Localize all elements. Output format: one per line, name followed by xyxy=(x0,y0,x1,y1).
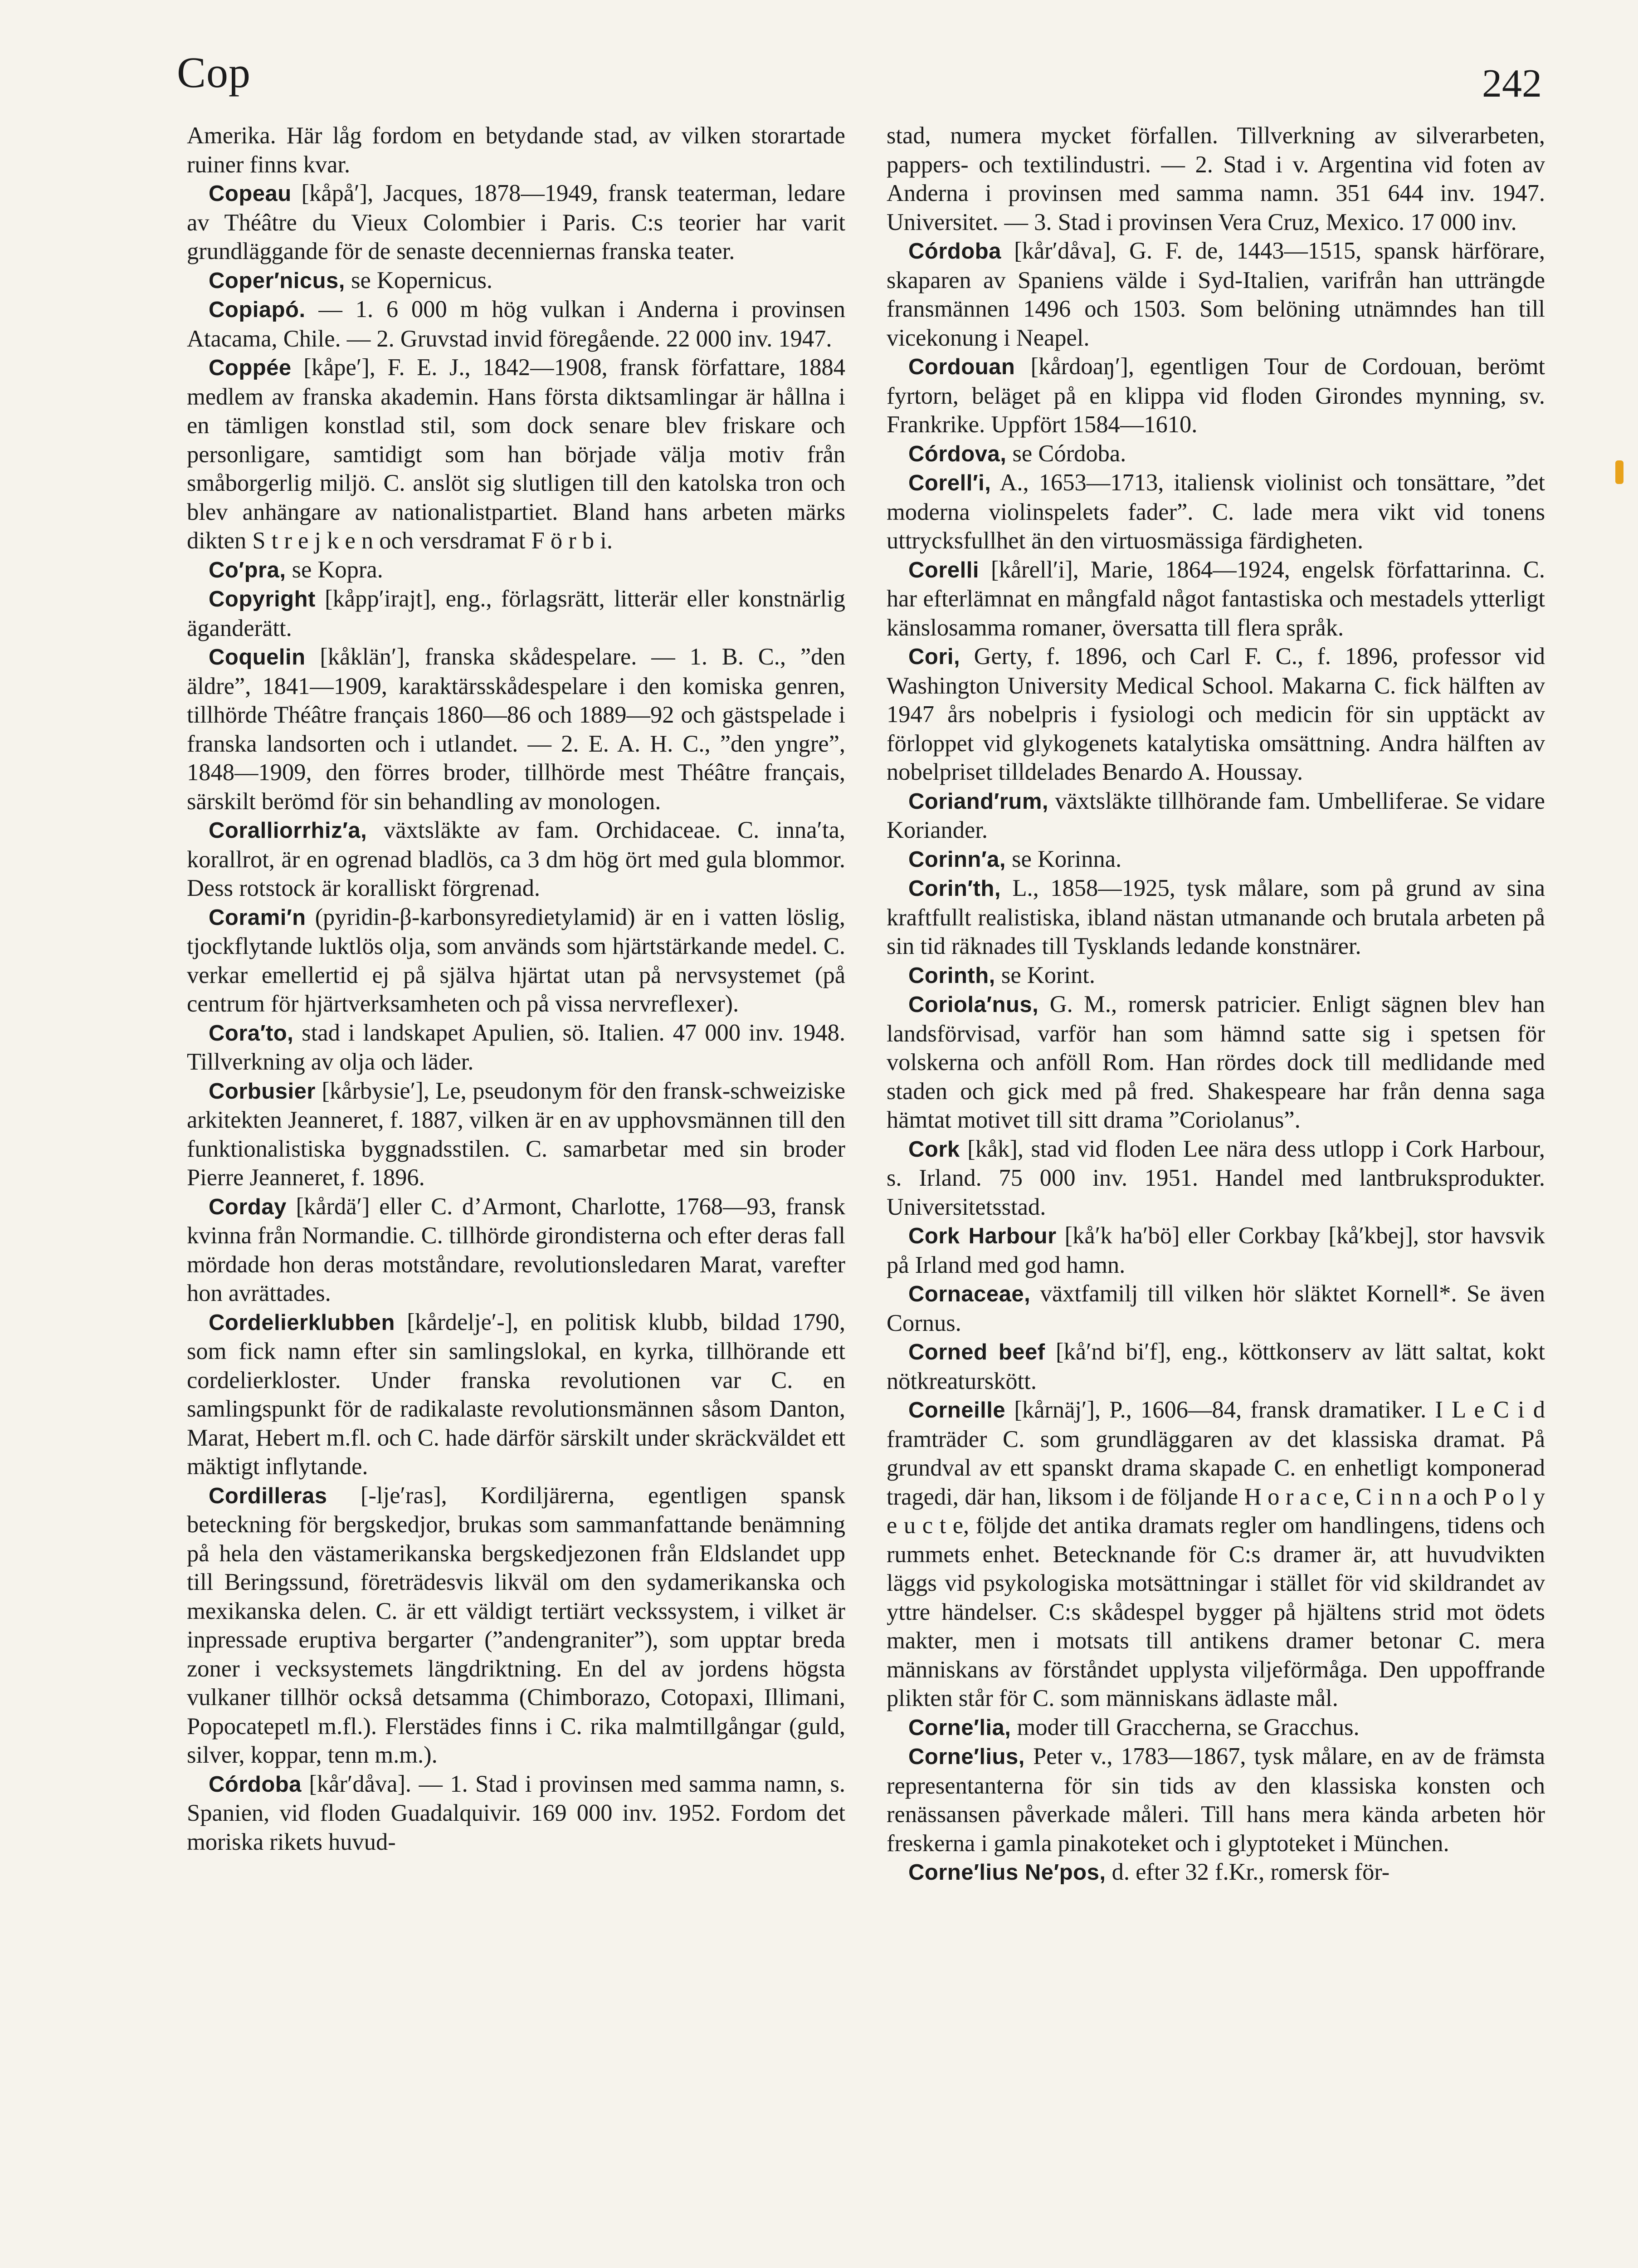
entry-text: se Korinna. xyxy=(1005,846,1122,872)
dictionary-entry xyxy=(887,874,1545,961)
running-head: Cop xyxy=(177,48,251,97)
entry-headword: Corne′lius Ne′pos, xyxy=(908,1860,1106,1885)
entry-text: [kårell′i], Marie, 1864—1924, engelsk författarinna. C. har efterlämnat en mångfald något fantastiska och mestadels ytterligt känslosamma romaner, översatta till flera språk. xyxy=(887,556,1545,641)
entry-text: [kår′dåva]. — 1. Stad i provinsen med samma namn, s. Spanien, vid floden Guadalquivir. 169 000 inv. 1952. Fordom det moriska rikets huvud- xyxy=(187,1770,845,1855)
entry-headword: Copiapó. xyxy=(209,298,306,322)
entry-text: växtsläkte tillhörande fam. Umbelliferae. Se vidare Koriander. xyxy=(887,787,1545,843)
entry-text: [kåk], stad vid floden Lee nära dess utlopp i Cork Harbour, s. Irland. 75 000 inv. 1951. Handel med lantbruksprodukter. Universitetsstad. xyxy=(887,1135,1545,1220)
left-column xyxy=(187,122,845,1857)
entry-headword: Corneille xyxy=(908,1398,1006,1422)
entry-text: Gerty, f. 1896, och Carl F. C., f. 1896, professor vid Washington University Medical School. Makarna C. fick hälften av 1947 års nobelpris i fysiologi och medicin för sin upptäckt av förloppet vid glykogenets katalytiska omsättning. Andra hälften av nobelpriset tilldelades Benardo A. Houssay. xyxy=(887,643,1545,785)
dictionary-entry xyxy=(887,1396,1545,1713)
entry-headword: Co′pra, xyxy=(209,557,286,582)
entry-headword: Córdova, xyxy=(908,441,1007,466)
dictionary-entry xyxy=(887,1338,1545,1396)
entry-text: moder till Graccherna, se Gracchus. xyxy=(1011,1714,1360,1740)
entry-text: [kårdelje′-], en politisk klubb, bildad 1790, som fick namn efter sin samlingslokal, en kyrka, tillhörande ett cordelierkloster. Under franska revolutionen var C. en samlingspunkt för de radikalaste revolutionsmännen såsom Danton, Marat, Hebert m.fl. och C. hade därför särskilt under skräckväldet ett mäktigt inflytande. xyxy=(187,1309,845,1480)
entry-headword: Corne′lia, xyxy=(908,1715,1011,1740)
dictionary-entry xyxy=(887,352,1545,440)
entry-text: [kå′k ha′bö] eller Corkbay [kå′kbej], stor havsvik på Irland med god hamn. xyxy=(887,1222,1545,1278)
entry-headword: Corinn′a, xyxy=(908,847,1006,872)
dictionary-entry xyxy=(887,845,1545,875)
entry-text: se Kopernicus. xyxy=(345,267,493,293)
dictionary-entry xyxy=(187,1308,845,1481)
dictionary-entry xyxy=(187,1770,845,1857)
dictionary-entry xyxy=(187,1193,845,1308)
entry-text: se Korint. xyxy=(995,962,1095,988)
entry-headword: Coriand′rum, xyxy=(908,789,1049,814)
entry-headword: Córdoba xyxy=(209,1772,302,1797)
entry-headword: Corelli xyxy=(908,557,979,582)
entry-headword: Coralliorrhiz′a, xyxy=(209,818,367,843)
dictionary-entry xyxy=(187,903,845,1019)
dictionary-entry xyxy=(887,237,1545,352)
dictionary-entry xyxy=(187,585,845,643)
entry-headword: Coriola′nus, xyxy=(908,992,1039,1017)
entry-text: [kåpå′], Jacques, 1878—1949, fransk teaterman, ledare av Théâtre du Vieux Colombier i Paris. C:s teorier har varit grundläggande för de senaste decenniernas franska teater. xyxy=(187,180,845,264)
entry-text: [kåpe′], F. E. J., 1842—1908, fransk författare, 1884 medlem av franska akademin. Hans första diktsamlingar är hållna i en tämligen konstlad stil, som dock senare blev friskare och personligare, samtidigt som han började välja motiv från småborgerlig miljö. C. anslöt sig slutligen till den katolska tron och blev anhängare av nationalistpartiet. Bland hans arbeten märks dikten S t r e j k e n och versdramat F ö r b i. xyxy=(187,354,845,554)
entry-text: växtfamilj till vilken hör släktet Kornell*. Se även Cornus. xyxy=(887,1281,1545,1336)
dictionary-entry xyxy=(887,1858,1545,1887)
dictionary-entry xyxy=(887,961,1545,991)
entry-text: [kårdoaŋ′], egentligen Tour de Cordouan, berömt fyrtorn, beläget på en klippa vid floden Girondes mynning, sv. Frankrike. Uppfört 1584—1610. xyxy=(887,353,1545,438)
entry-text: stad, numera mycket förfallen. Tillverkning av silverarbeten, pappers- och textilindustri. — 2. Stad i v. Argentina vid foten av Anderna i provinsen med samma namn. 351 644 inv. 1947. Universitet. — 3. Stad i provinsen Vera Cruz, Mexico. 17 000 inv. xyxy=(887,122,1545,235)
dictionary-entry xyxy=(187,556,845,585)
entry-text: [kåpp′irajt], eng., förlagsrätt, litterär eller konstnärlig äganderätt. xyxy=(187,586,845,641)
margin-tab-mark xyxy=(1615,460,1623,484)
entry-headword: Corinth, xyxy=(908,963,995,988)
dictionary-entry xyxy=(887,787,1545,845)
entry-text: [kårbysie′], Le, pseudonym för den fransk-schweiziske arkitekten Jeanneret, f. 1887, vilken är en av upphovsmännen till den funktionalistiska byggnadsstilen. C. samarbetar med sin broder Pierre Jeanneret, f. 1896. xyxy=(187,1077,845,1191)
entry-headword: Cordouan xyxy=(908,355,1015,379)
dictionary-entry xyxy=(887,469,1545,556)
entry-headword: Cork xyxy=(908,1137,960,1162)
dictionary-entry xyxy=(887,1280,1545,1338)
entry-text: Amerika. Här låg fordom en betydande stad, av vilken storartade ruiner finns kvar. xyxy=(187,122,845,178)
entry-headword: Cork Harbour xyxy=(908,1224,1057,1248)
entry-headword: Cora′to, xyxy=(209,1021,294,1046)
dictionary-entry xyxy=(187,122,845,179)
entry-text: Peter v., 1783—1867, tysk målare, en av de främsta representanterna för sin tids av den klassiska konsten och renässansen påverkade måleri. Till hans mera kända arbeten hör freskerna i gamla pinakoteket och i glyptoteket i München. xyxy=(887,1743,1545,1857)
dictionary-entry xyxy=(887,1135,1545,1222)
entry-text: G. M., romersk patricier. Enligt sägnen blev han landsförvisad, varför han som hämnd satte sig i spetsen för volskerna och anföll Rom. Han rördes dock till medlidande med staden och gick med på fred. Shakespeare har från denna saga hämtat motivet till sitt drama ”Coriolanus”. xyxy=(887,991,1545,1133)
entry-headword: Cordilleras xyxy=(209,1483,327,1508)
entry-headword: Corbusier xyxy=(209,1079,316,1104)
entry-headword: Coppée xyxy=(209,356,292,380)
dictionary-entry xyxy=(887,1742,1545,1858)
dictionary-entry xyxy=(187,1481,845,1770)
entry-headword: Corami′n xyxy=(209,905,306,930)
entry-text: [kår′dåva], G. F. de, 1443—1515, spansk härförare, skaparen av Spaniens välde i Syd-Italien, varifrån han utträngde fransmännen 1496 och 1503. Som belöning utnämndes han till vicekonung i Neapel. xyxy=(887,238,1545,351)
entry-headword: Coper′nicus, xyxy=(209,268,345,293)
entry-text: L., 1858—1925, tysk målare, som på grund av sina kraftfullt realistiska, ibland nästan utmanande och brutala arbeten på sin tid räknades till Tysklands ledande konstnärer. xyxy=(887,875,1545,959)
dictionary-entry xyxy=(187,643,845,816)
entry-headword: Cordelierklubben xyxy=(209,1310,395,1335)
dictionary-entry xyxy=(887,642,1545,787)
entry-headword: Corin′th, xyxy=(908,876,1001,901)
dictionary-entry xyxy=(887,440,1545,469)
dictionary-entry xyxy=(187,266,845,296)
entry-text: — 1. 6 000 m hög vulkan i Anderna i provinsen Atacama, Chile. — 2. Gruvstad invid föregående. 22 000 inv. 1947. xyxy=(187,296,845,352)
entry-headword: Corne′lius, xyxy=(908,1745,1025,1769)
entry-headword: Cori, xyxy=(908,645,960,669)
dictionary-entry xyxy=(187,179,845,266)
entry-headword: Coquelin xyxy=(209,645,306,670)
entry-text: [kårnäj′], P., 1606—84, fransk dramatiker. I L e C i d framträder C. som grundläggaren av det klassiska dramat. På grundval av ett spanskt drama skapade C. en enhetligt komponerad tragedi, där han, liksom i de följande H o r a c e, C i n n a och P o l y e u c t e, följde det antika dramats regler om handlingens, tidens och rummets enhet. Betecknande för C:s dramer är, att huvudvikten läggs vid psykologiska motsättningar i stället för vid skildrandet av yttre händelser. C:s skådespel bygger på hjältens strid mot ödets makter, men i motsats till antikens dramer betonar C. mera människans av förståndet upplysta viljeförmåga. Den uppoffrande plikten står för C. som människans ädlaste mål. xyxy=(887,1397,1545,1711)
entry-headword: Corell′i, xyxy=(908,471,991,495)
entry-text: (pyridin-β-karbonsyredietylamid) är en i vatten löslig, tjockflytande luktlös olja, som används som hjärtstärkande medel. C. verkar emellertid ej på själva hjärtat utan på nervsystemet (på centrum för hjärtverksamheten och på vissa nervreflexer). xyxy=(187,904,845,1017)
dictionary-entry xyxy=(187,1019,845,1077)
dictionary-entry xyxy=(187,816,845,903)
page-number: 242 xyxy=(1482,62,1542,106)
dictionary-entry xyxy=(887,1222,1545,1280)
dictionary-entry xyxy=(187,353,845,556)
right-column xyxy=(887,122,1545,1887)
dictionary-entry xyxy=(887,990,1545,1135)
entry-headword: Copyright xyxy=(209,587,316,611)
entry-text: A., 1653—1713, italiensk violinist och tonsättare, ”det moderna violinspelets fader”. C. lade mera vikt vid tonens uttrycksfullhet än den virtuosmässiga färdigheten. xyxy=(887,469,1545,554)
entry-headword: Cornaceae, xyxy=(908,1282,1031,1306)
entry-text: se Córdoba. xyxy=(1006,440,1126,467)
entry-text: [-lje′ras], Kordiljärerna, egentligen spansk beteckning för bergskedjor, brukas som sammanfattande benämning på hela den västamerikanska bergskedjezonen från Eldslandet upp till Beringssund, företrädesvis likväl om den sydamerikanska och mexikanska delen. C. är ett väldigt tertiärt veckssystem, i vilket är inpressade eruptiva bergarter (”andengraniter”), som upptar breda zoner i vecksystemets längdriktning. En del av jordens högsta vulkaner tillhör också detsamma (Chimborazo, Cotopaxi, Illimani, Popocatepetl m.fl.). Flerstädes finns i C. rika malmtillgångar (guld, silver, koppar, tenn m.m.). xyxy=(187,1482,845,1768)
entry-headword: Copeau xyxy=(209,181,292,206)
dictionary-entry xyxy=(887,122,1545,237)
entry-text: [kå′nd bi′f], eng., köttkonserv av lätt saltat, kokt nötkreaturskött. xyxy=(887,1339,1545,1394)
entry-text: växtsläkte av fam. Orchidaceae. C. inna′ta, korallrot, är en ogrenad bladlös, ca 3 dm hög ört med gula blommor. Dess rotstock är koralliskt förgrenad. xyxy=(187,817,845,901)
dictionary-entry xyxy=(187,295,845,353)
dictionary-entry xyxy=(887,1713,1545,1743)
entry-headword: Corday xyxy=(209,1194,287,1219)
entry-headword: Corned beef xyxy=(908,1340,1045,1364)
dictionary-entry xyxy=(187,1077,845,1193)
entry-text: [kårdä′] eller C. d’Armont, Charlotte, 1768—93, fransk kvinna från Normandie. C. tillhörde girondisterna och efter deras fall mördade hon deras motståndare, revolutionsledaren Marat, varefter hon avrättades. xyxy=(187,1193,845,1306)
entry-text: se Kopra. xyxy=(286,556,383,583)
entry-headword: Córdoba xyxy=(908,239,1001,264)
entry-text: d. efter 32 f.Kr., romersk för- xyxy=(1106,1859,1390,1885)
entry-text: [kåklän′], franska skådespelare. — 1. B. C., ”den äldre”, 1841—1909, karaktärsskådespelare i den komiska genren, tillhörde Théâtre français 1860—86 och 1889—92 och gästspelade i franska landsorten och i utlandet. — 2. E. A. H. C., ”den yngre”, 1848—1909, den förres broder, tillhörde mest Théâtre français, särskilt berömd för sin behandling av monologen. xyxy=(187,644,845,815)
entry-text: stad i landskapet Apulien, sö. Italien. 47 000 inv. 1948. Tillverkning av olja och läder. xyxy=(187,1019,845,1075)
dictionary-entry xyxy=(887,556,1545,643)
